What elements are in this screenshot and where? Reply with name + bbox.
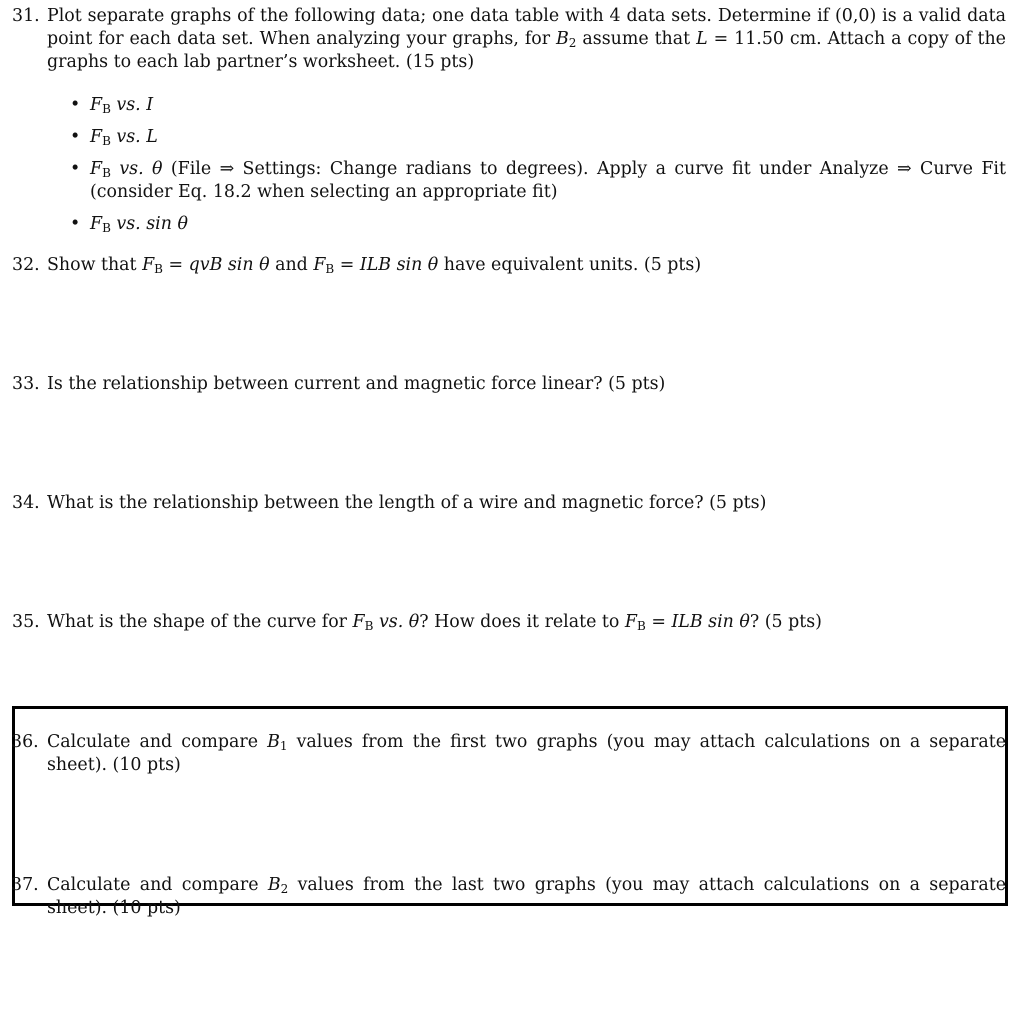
question-number: 37.: [11, 875, 39, 895]
bullet-icon: •: [70, 127, 81, 147]
question-number: 34.: [12, 493, 40, 513]
question-35: [12, 611, 1006, 634]
list-item: • $F_B$ vs. L: [70, 127, 158, 148]
question-33: [12, 373, 1006, 396]
graph-list: [70, 94, 1006, 245]
question-number: 35.: [12, 612, 40, 632]
question-36: [12, 731, 1006, 777]
list-item: • $F_B$ vs. sin θ: [70, 214, 188, 235]
question-number: 36.: [11, 732, 39, 752]
question-32: [12, 254, 1006, 277]
question-number: 33.: [12, 374, 40, 394]
question-text: What is the relationship between the length of a wire and magnetic force? (5 pts): [47, 493, 767, 513]
question-text: What is the shape of the curve for $F_B$ vs. θ? How does it relate to $F_B$ = ILB sin θ? (5 pts): [47, 612, 822, 633]
question-text: Plot separate graphs of the following data; one data table with 4 data sets. Determine if (0,0) is a valid data point for each data set. When analyzing your graphs, for $B_2$ assume that L = 11.50 cm. Attach a copy of the graphs to each lab partner’s worksheet. (15 pts): [47, 6, 1006, 72]
bullet-icon: •: [70, 95, 81, 115]
question-37: [12, 874, 1006, 920]
question-text: Is the relationship between current and magnetic force linear? (5 pts): [47, 374, 666, 394]
question-text: Show that $F_B$ = qvB sin θ and $F_B$ = ILB sin θ have equivalent units. (5 pts): [47, 255, 702, 276]
list-item: • $F_B$ vs. I: [70, 95, 154, 116]
question-number: 32.: [12, 255, 40, 275]
question-number: 31.: [12, 6, 40, 26]
question-text: Calculate and compare $B_2$ values from the last two graphs (you may attach calculations on a separate sheet). (10 pts): [47, 875, 1006, 918]
question-text: Calculate and compare $B_1$ values from the first two graphs (you may attach calculations on a separate sheet). (10 pts): [47, 732, 1006, 775]
question-34: [12, 492, 1006, 515]
bullet-icon: •: [70, 159, 81, 179]
bullet-icon: •: [70, 214, 81, 234]
question-31: [12, 5, 1006, 74]
list-item: • $F_B$ vs. θ (File ⇒ Settings: Change radians to degrees). Apply a curve fit under Analyze ⇒ Curve Fit (consider Eq. 18.2 when selecting an appropriate fit): [70, 159, 1006, 202]
